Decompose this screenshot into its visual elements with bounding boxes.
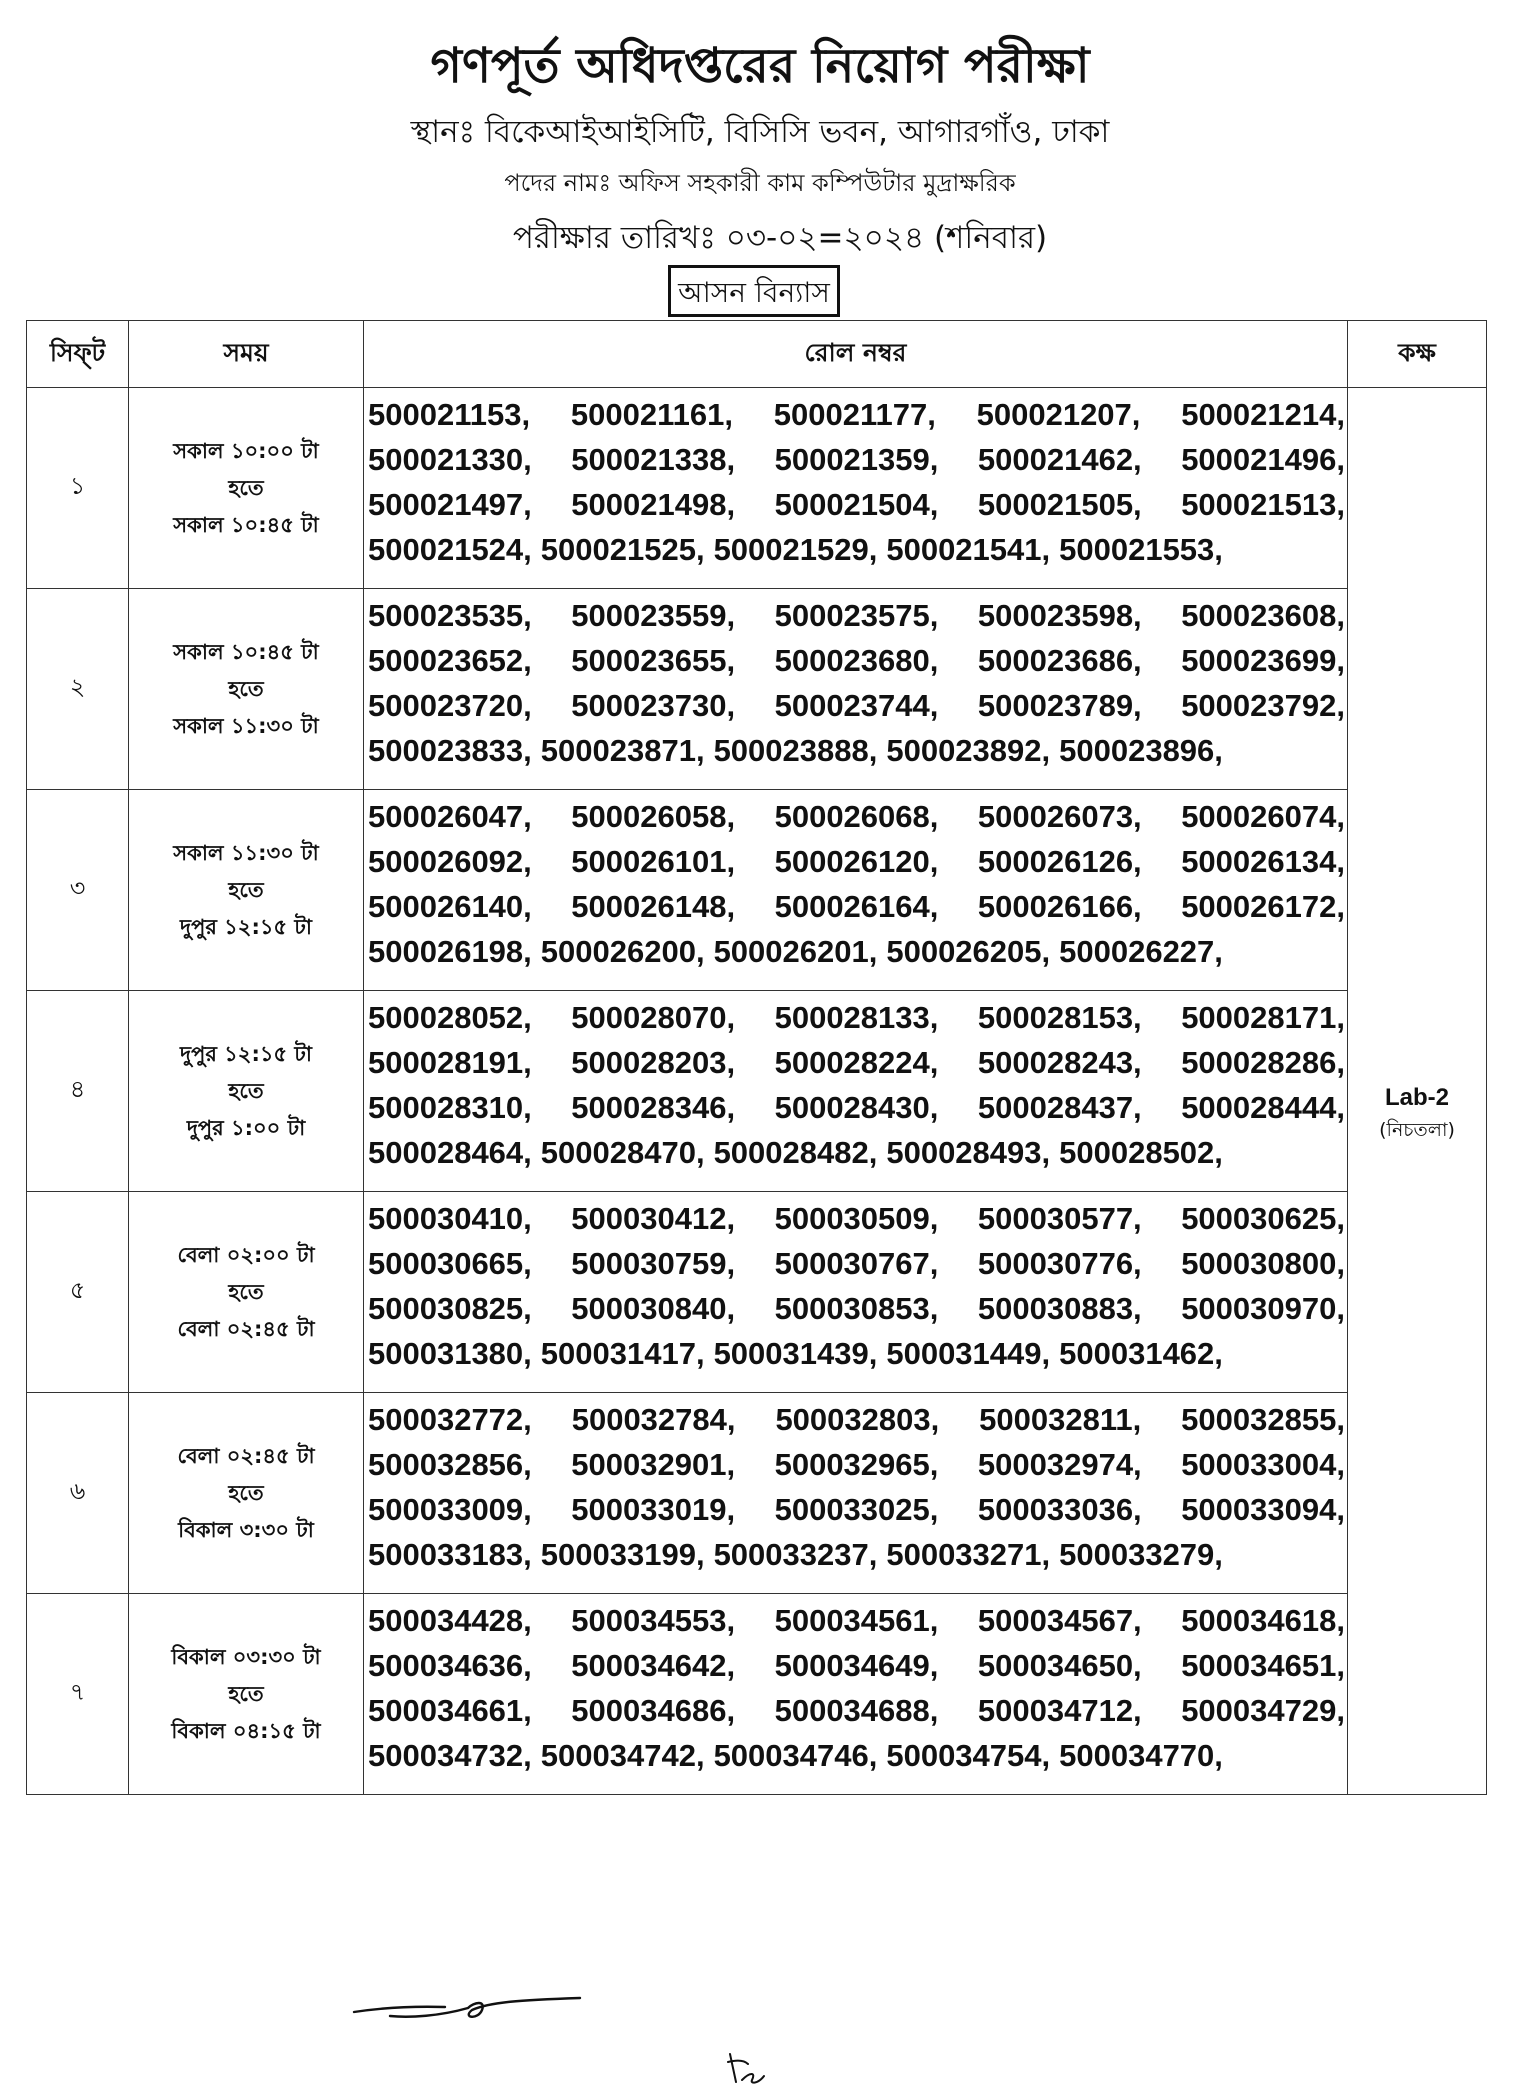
roll-line [368, 1643, 1347, 1688]
roll-number: 500030853, [774, 1291, 939, 1326]
room-name: Lab-2 [1384, 1084, 1449, 1111]
roll-number: 500033036, [977, 1492, 1142, 1527]
roll-number: 500021513, [1181, 487, 1345, 522]
roll-line [368, 527, 1347, 572]
roll-number: 500028286, [1181, 1045, 1345, 1080]
roll-number: 500021504, [774, 487, 939, 522]
roll-number: 500034649, [774, 1648, 939, 1683]
roll-number: 500023720, [368, 688, 532, 723]
roll-number: 500028464, [368, 1135, 532, 1170]
roll-number: 500032965, [774, 1447, 939, 1482]
roll-number: 500021153, [368, 397, 531, 432]
table-row [27, 1594, 1487, 1795]
time-connector: হতে [228, 1480, 264, 1505]
time-end: দুপুর ১২:১৫ টা [180, 914, 312, 939]
roll-number: 500021338, [571, 442, 736, 477]
roll-number: 500021214, [1181, 397, 1345, 432]
roll-number: 500026092, [368, 844, 532, 879]
column-header-shift: সিফ্‌ট [27, 321, 129, 388]
roll-number: 500021462, [977, 442, 1142, 477]
time-start: সকাল ১১:৩০ টা [173, 840, 319, 865]
roll-number: 500021496, [1181, 442, 1345, 477]
roll-number: 500034636, [368, 1648, 532, 1683]
table-row [27, 589, 1487, 790]
roll-number: 500028171, [1181, 1000, 1345, 1035]
roll-number: 500033094, [1181, 1492, 1345, 1527]
time-start: বেলা ০২:০০ টা [177, 1242, 315, 1267]
roll-number: 500021497, [368, 487, 532, 522]
roll-number: 500023655, [571, 643, 736, 678]
roll-number: 500028203, [571, 1045, 736, 1080]
roll-number: 500034553, [571, 1603, 736, 1638]
roll-line [368, 1598, 1347, 1643]
roll-number: 500026166, [977, 889, 1142, 924]
roll-number: 500028444, [1181, 1090, 1345, 1125]
roll-number: 500028191, [368, 1045, 532, 1080]
roll-number: 500032803, [775, 1402, 940, 1437]
roll-number: 500021505, [977, 487, 1142, 522]
roll-number: 500028153, [977, 1000, 1142, 1035]
roll-line [368, 995, 1347, 1040]
roll-number: 500033009, [368, 1492, 532, 1527]
roll-number: 500026201, [713, 934, 878, 969]
room-floor: (নিচতলা) [1379, 1119, 1455, 1141]
roll-numbers [364, 991, 1348, 1192]
roll-number: 500021330, [368, 442, 532, 477]
table-row [27, 790, 1487, 991]
signature [350, 1990, 590, 2036]
post-name: পদের নামঃ অফিস সহকারী কাম কম্পিউটার মুদ্রাক্ষরিক [504, 169, 1016, 197]
roll-number: 500032811, [979, 1402, 1142, 1437]
roll-line [368, 437, 1347, 482]
roll-number: 500023892, [886, 733, 1051, 768]
roll-number: 500030776, [977, 1246, 1142, 1281]
time-connector: হতে [228, 676, 264, 701]
roll-number: 500026058, [571, 799, 736, 834]
shift-time [129, 388, 364, 589]
roll-number: 500023535, [368, 598, 532, 633]
roll-number: 500034651, [1181, 1648, 1345, 1683]
roll-number: 500023896, [1059, 733, 1223, 768]
roll-number: 500021161, [570, 397, 733, 432]
time-end: বিকাল ৩:৩০ টা [178, 1517, 314, 1542]
roll-number: 500028493, [886, 1135, 1051, 1170]
shift-time [129, 589, 364, 790]
roll-number: 500031439, [713, 1336, 878, 1371]
roll-line [368, 1688, 1347, 1733]
roll-line [368, 1733, 1347, 1778]
roll-line [368, 1442, 1347, 1487]
roll-number: 500021498, [571, 487, 736, 522]
roll-number: 500033004, [1181, 1447, 1345, 1482]
roll-line [368, 482, 1347, 527]
time-start: বেলা ০২:৪৫ টা [177, 1443, 315, 1468]
exam-venue: স্থানঃ বিকেআইআইসিটি, বিসিসি ভবন, আগারগাঁও, ঢাকা [410, 114, 1110, 150]
roll-line [368, 1241, 1347, 1286]
roll-number: 500030883, [977, 1291, 1142, 1326]
roll-number: 500032784, [571, 1402, 736, 1437]
roll-number: 500032974, [977, 1447, 1142, 1482]
roll-number: 500033199, [540, 1537, 705, 1572]
roll-number: 500026200, [540, 934, 705, 969]
roll-number: 500026101, [571, 844, 736, 879]
column-header-room: কক্ষ [1348, 321, 1487, 388]
time-end: বেলা ০২:৪৫ টা [177, 1316, 315, 1341]
roll-number: 500021524, [368, 532, 532, 567]
roll-line [368, 1286, 1347, 1331]
roll-number: 500026134, [1181, 844, 1345, 879]
roll-number: 500030410, [368, 1201, 532, 1236]
roll-number: 500032856, [368, 1447, 532, 1482]
roll-number: 500034661, [368, 1693, 532, 1728]
roll-number: 500028502, [1059, 1135, 1223, 1170]
roll-number: 500023598, [977, 598, 1142, 633]
shift-number: ৪ [27, 991, 129, 1192]
roll-number: 500030412, [571, 1201, 736, 1236]
roll-number: 500023789, [977, 688, 1142, 723]
roll-number: 500023686, [977, 643, 1142, 678]
roll-number: 500033019, [571, 1492, 736, 1527]
roll-number: 500028243, [977, 1045, 1142, 1080]
roll-number: 500032772, [368, 1402, 532, 1437]
time-start: সকাল ১০:৪৫ টা [173, 639, 319, 664]
roll-line [368, 929, 1347, 974]
shift-time [129, 1192, 364, 1393]
roll-number: 500023652, [368, 643, 532, 678]
roll-number: 500034567, [977, 1603, 1142, 1638]
time-end: দুপুর ১:০০ টা [186, 1115, 306, 1140]
roll-number: 500034746, [713, 1738, 878, 1773]
time-start: দুপুর ১২:১৫ টা [180, 1041, 312, 1066]
roll-number: 500023871, [540, 733, 705, 768]
roll-number: 500023680, [774, 643, 939, 678]
roll-number: 500030840, [571, 1291, 736, 1326]
roll-number: 500023559, [571, 598, 736, 633]
roll-number: 500032855, [1181, 1402, 1345, 1437]
roll-number: 500026074, [1181, 799, 1345, 834]
roll-number: 500033237, [713, 1537, 878, 1572]
roll-number: 500030767, [774, 1246, 939, 1281]
roll-number: 500028470, [540, 1135, 705, 1170]
column-header-time: সময় [129, 321, 364, 388]
roll-number: 500034561, [774, 1603, 939, 1638]
roll-number: 500026047, [368, 799, 532, 834]
roll-numbers [364, 589, 1348, 790]
roll-number: 500026140, [368, 889, 532, 924]
roll-number: 500030509, [774, 1201, 939, 1236]
roll-number: 500021359, [774, 442, 939, 477]
roll-number: 500034650, [977, 1648, 1142, 1683]
roll-line [368, 392, 1347, 437]
roll-number: 500023833, [368, 733, 532, 768]
roll-number: 500026148, [571, 889, 736, 924]
roll-number: 500033183, [368, 1537, 532, 1572]
roll-number: 500028482, [713, 1135, 878, 1170]
roll-number: 500030800, [1181, 1246, 1345, 1281]
roll-line [368, 1487, 1347, 1532]
roll-number: 500026164, [774, 889, 939, 924]
roll-line [368, 1331, 1347, 1376]
shift-time [129, 991, 364, 1192]
shift-number: ২ [27, 589, 129, 790]
roll-number: 500023730, [571, 688, 736, 723]
shift-time [129, 1594, 364, 1795]
shift-number: ১ [27, 388, 129, 589]
roll-line [368, 1085, 1347, 1130]
seat-plan-heading: আসন বিন্যাস [668, 265, 840, 317]
shift-number: ৩ [27, 790, 129, 991]
seat-plan-table [26, 320, 1487, 1795]
roll-number: 500028430, [774, 1090, 939, 1125]
roll-number: 500028070, [571, 1000, 736, 1035]
time-connector: হতে [228, 475, 264, 500]
roll-line [368, 593, 1347, 638]
roll-number: 500028346, [571, 1090, 736, 1125]
table-row [27, 1393, 1487, 1594]
roll-number: 500021553, [1059, 532, 1223, 567]
roll-number: 500023744, [774, 688, 939, 723]
time-start: সকাল ১০:০০ টা [173, 438, 319, 463]
roll-line [368, 1130, 1347, 1175]
roll-number: 500034732, [368, 1738, 532, 1773]
roll-number: 500023608, [1181, 598, 1345, 633]
roll-numbers [364, 1594, 1348, 1795]
roll-number: 500034688, [774, 1693, 939, 1728]
roll-line [368, 1532, 1347, 1577]
roll-number: 500034742, [540, 1738, 705, 1773]
roll-number: 500021177, [773, 397, 936, 432]
table-row [27, 388, 1487, 589]
roll-number: 500023699, [1181, 643, 1345, 678]
roll-number: 500031380, [368, 1336, 532, 1371]
roll-number: 500034729, [1181, 1693, 1345, 1728]
roll-number: 500026120, [774, 844, 939, 879]
roll-number: 500030970, [1181, 1291, 1345, 1326]
roll-number: 500034754, [886, 1738, 1051, 1773]
roll-number: 500023792, [1181, 688, 1345, 723]
shift-time [129, 1393, 364, 1594]
roll-number: 500026073, [977, 799, 1142, 834]
roll-number: 500030577, [977, 1201, 1142, 1236]
roll-number: 500026172, [1181, 889, 1345, 924]
page-title: গণপূর্ত অধিদপ্তরের নিয়োগ পরীক্ষা [430, 38, 1090, 94]
column-header-roll: রোল নম্বর [364, 321, 1348, 388]
roll-number: 500028437, [977, 1090, 1142, 1125]
roll-number: 500031462, [1059, 1336, 1223, 1371]
roll-line [368, 1397, 1347, 1442]
shift-number: ৫ [27, 1192, 129, 1393]
time-connector: হতে [228, 1279, 264, 1304]
roll-numbers [364, 1393, 1348, 1594]
time-connector: হতে [228, 1681, 264, 1706]
roll-numbers [364, 388, 1348, 589]
roll-number: 500034770, [1059, 1738, 1223, 1773]
table-row [27, 1192, 1487, 1393]
roll-number: 500034642, [571, 1648, 736, 1683]
roll-number: 500021207, [976, 397, 1141, 432]
roll-number: 500026205, [886, 934, 1051, 969]
roll-number: 500021529, [713, 532, 878, 567]
roll-number: 500034712, [977, 1693, 1142, 1728]
roll-number: 500033025, [774, 1492, 939, 1527]
roll-number: 500026227, [1059, 934, 1223, 969]
shift-time [129, 790, 364, 991]
roll-number: 500030825, [368, 1291, 532, 1326]
roll-numbers [364, 1192, 1348, 1393]
time-end: সকাল ১০:৪৫ টা [173, 512, 319, 537]
time-connector: হতে [228, 877, 264, 902]
roll-numbers [364, 790, 1348, 991]
roll-number: 500030665, [368, 1246, 532, 1281]
roll-line [368, 1040, 1347, 1085]
roll-number: 500026198, [368, 934, 532, 969]
exam-room [1348, 388, 1487, 1795]
roll-line [368, 638, 1347, 683]
time-start: বিকাল ০৩:৩০ টা [171, 1644, 321, 1669]
roll-number: 500026068, [774, 799, 939, 834]
roll-number: 500033279, [1059, 1537, 1223, 1572]
seat-plan-body [27, 388, 1487, 1795]
roll-line [368, 728, 1347, 773]
roll-number: 500030759, [571, 1246, 736, 1281]
roll-line [368, 839, 1347, 884]
shift-number: ৭ [27, 1594, 129, 1795]
shift-number: ৬ [27, 1393, 129, 1594]
table-header-row [27, 321, 1487, 388]
roll-number: 500021541, [886, 532, 1051, 567]
roll-line [368, 884, 1347, 929]
initial-mark [722, 2050, 770, 2090]
roll-line [368, 1196, 1347, 1241]
roll-number: 500031417, [540, 1336, 705, 1371]
roll-number: 500034618, [1181, 1603, 1345, 1638]
roll-number: 500028052, [368, 1000, 532, 1035]
exam-date: পরীক্ষার তারিখঃ ০৩-০২=২০২৪ (শনিবার) [512, 220, 1048, 256]
roll-number: 500032901, [571, 1447, 736, 1482]
roll-number: 500031449, [886, 1336, 1051, 1371]
roll-number: 500028133, [774, 1000, 939, 1035]
roll-number: 500023888, [713, 733, 878, 768]
roll-line [368, 794, 1347, 839]
roll-number: 500026126, [977, 844, 1142, 879]
roll-number: 500028224, [774, 1045, 939, 1080]
roll-number: 500021525, [540, 532, 705, 567]
roll-number: 500028310, [368, 1090, 532, 1125]
time-end: সকাল ১১:৩০ টা [173, 713, 319, 738]
roll-number: 500033271, [886, 1537, 1051, 1572]
time-end: বিকাল ০৪:১৫ টা [171, 1718, 321, 1743]
roll-number: 500034428, [368, 1603, 532, 1638]
table-row [27, 991, 1487, 1192]
roll-line [368, 683, 1347, 728]
roll-number: 500034686, [571, 1693, 736, 1728]
time-connector: হতে [228, 1078, 264, 1103]
roll-number: 500023575, [774, 598, 939, 633]
roll-number: 500030625, [1181, 1201, 1345, 1236]
